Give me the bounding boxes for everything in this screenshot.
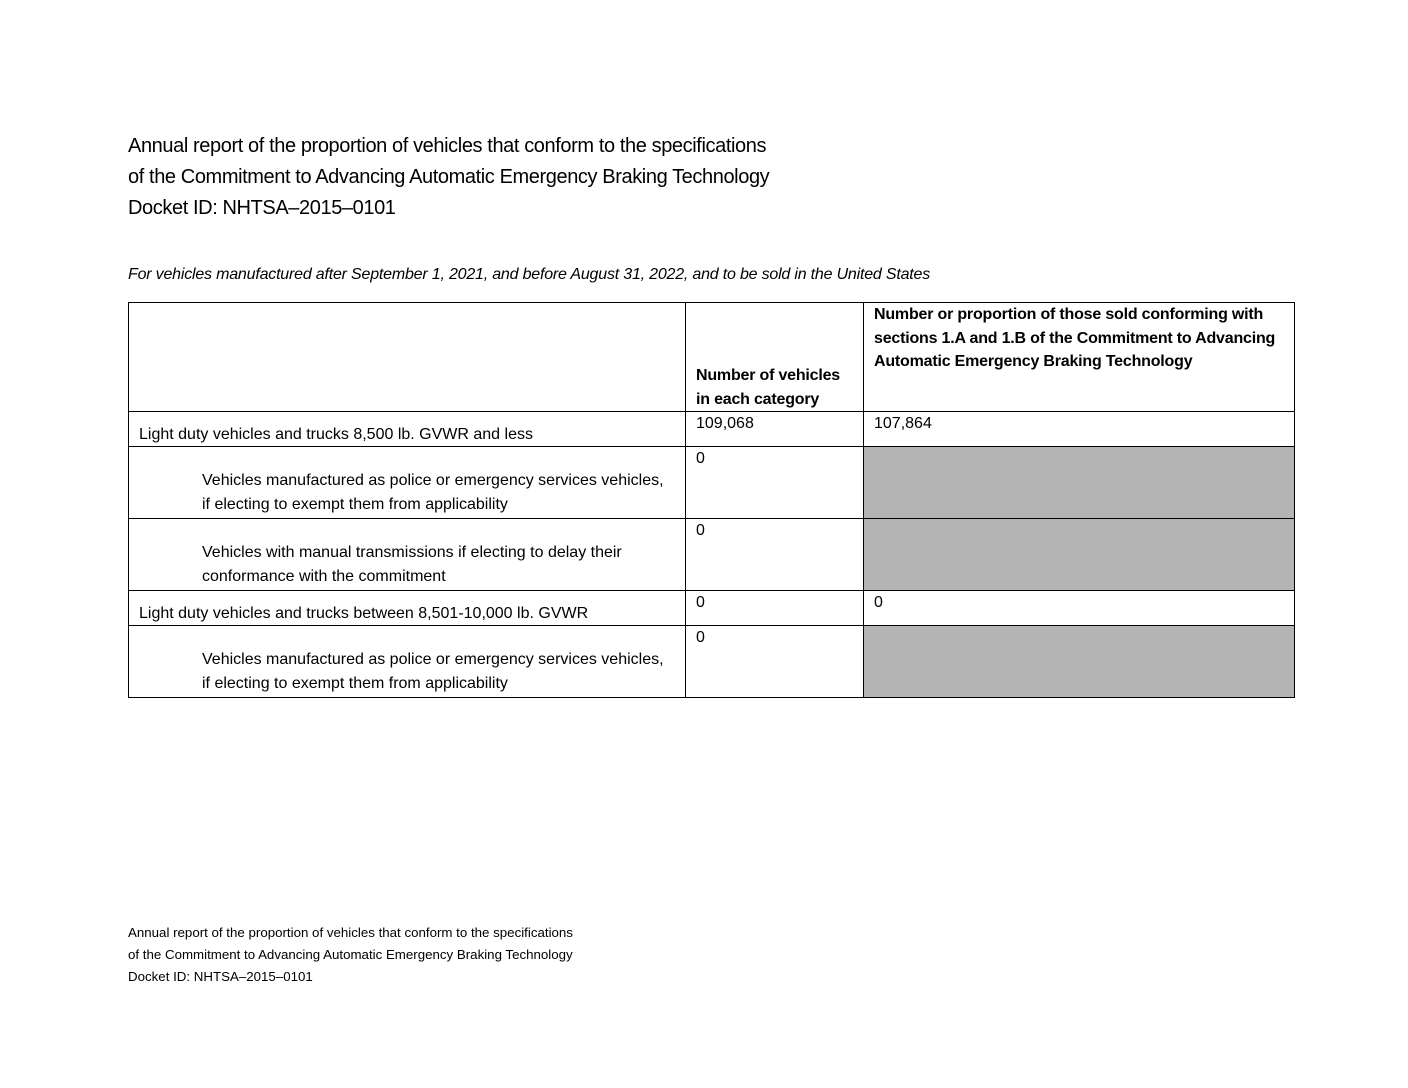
row-label-cell <box>129 519 686 591</box>
row-label: Vehicles manufactured as police or emergency services vehicles, if electing to exempt them from applicability <box>202 651 664 692</box>
row-label-cell <box>129 447 686 519</box>
row-label: Vehicles with manual transmissions if electing to delay their conformance with the commitment <box>202 544 622 585</box>
row-count-cell <box>686 591 864 626</box>
row-count-cell <box>686 626 864 698</box>
row-conforming-cell <box>864 412 1295 447</box>
row-conforming-cell-shaded <box>864 519 1295 591</box>
table-row <box>129 626 1295 698</box>
report-title <box>128 131 888 224</box>
row-count-cell <box>686 519 864 591</box>
report-table <box>128 302 1295 698</box>
row-label-cell <box>129 626 686 698</box>
header-cell-empty <box>129 303 686 412</box>
row-conforming-value: 107,864 <box>874 415 932 432</box>
table-header-row <box>129 303 1295 412</box>
row-count-cell <box>686 412 864 447</box>
header-conforming-label: Number or proportion of those sold conforming with sections 1.A and 1.B of the Commitment to Advancing Automatic Emergency Braking Technology <box>874 306 1276 370</box>
table-row <box>129 591 1295 626</box>
row-count-value: 0 <box>696 522 705 539</box>
header-cell-vehicle-count <box>686 303 864 412</box>
footer-line-3: Docket ID: NHTSA–2015–0101 <box>128 969 313 984</box>
table-row <box>129 412 1295 447</box>
footer-line-2: of the Commitment to Advancing Automatic Emergency Braking Technology <box>128 947 573 962</box>
title-line-1: Annual report of the proportion of vehicles that conform to the specifications <box>128 135 767 157</box>
table-row <box>129 447 1295 519</box>
row-label: Light duty vehicles and trucks between 8,501-10,000 lb. GVWR <box>139 605 589 622</box>
row-count-cell <box>686 447 864 519</box>
row-label: Vehicles manufactured as police or emergency services vehicles, if electing to exempt them from applicability <box>202 472 664 513</box>
row-conforming-cell-shaded <box>864 626 1295 698</box>
row-label: Light duty vehicles and trucks 8,500 lb. GVWR and less <box>139 426 533 443</box>
report-subtitle: For vehicles manufactured after September 1, 2021, and before August 31, 2022, and to be sold in the United States <box>128 266 931 283</box>
row-label-cell <box>129 412 686 447</box>
row-conforming-cell-shaded <box>864 447 1295 519</box>
row-label-cell <box>129 591 686 626</box>
row-conforming-value: 0 <box>874 594 883 611</box>
page-footer <box>128 922 573 988</box>
header-vehicle-count-label: Number of vehicles in each category <box>696 367 841 408</box>
row-count-value: 109,068 <box>696 415 754 432</box>
header-cell-conforming <box>864 303 1295 412</box>
title-line-2: of the Commitment to Advancing Automatic Emergency Braking Technology <box>128 166 770 188</box>
table-row <box>129 519 1295 591</box>
row-count-value: 0 <box>696 594 705 611</box>
footer-line-1: Annual report of the proportion of vehicles that conform to the specifications <box>128 925 573 940</box>
row-conforming-cell <box>864 591 1295 626</box>
row-count-value: 0 <box>696 450 705 467</box>
title-line-3: Docket ID: NHTSA–2015–0101 <box>128 197 396 219</box>
row-count-value: 0 <box>696 629 705 646</box>
